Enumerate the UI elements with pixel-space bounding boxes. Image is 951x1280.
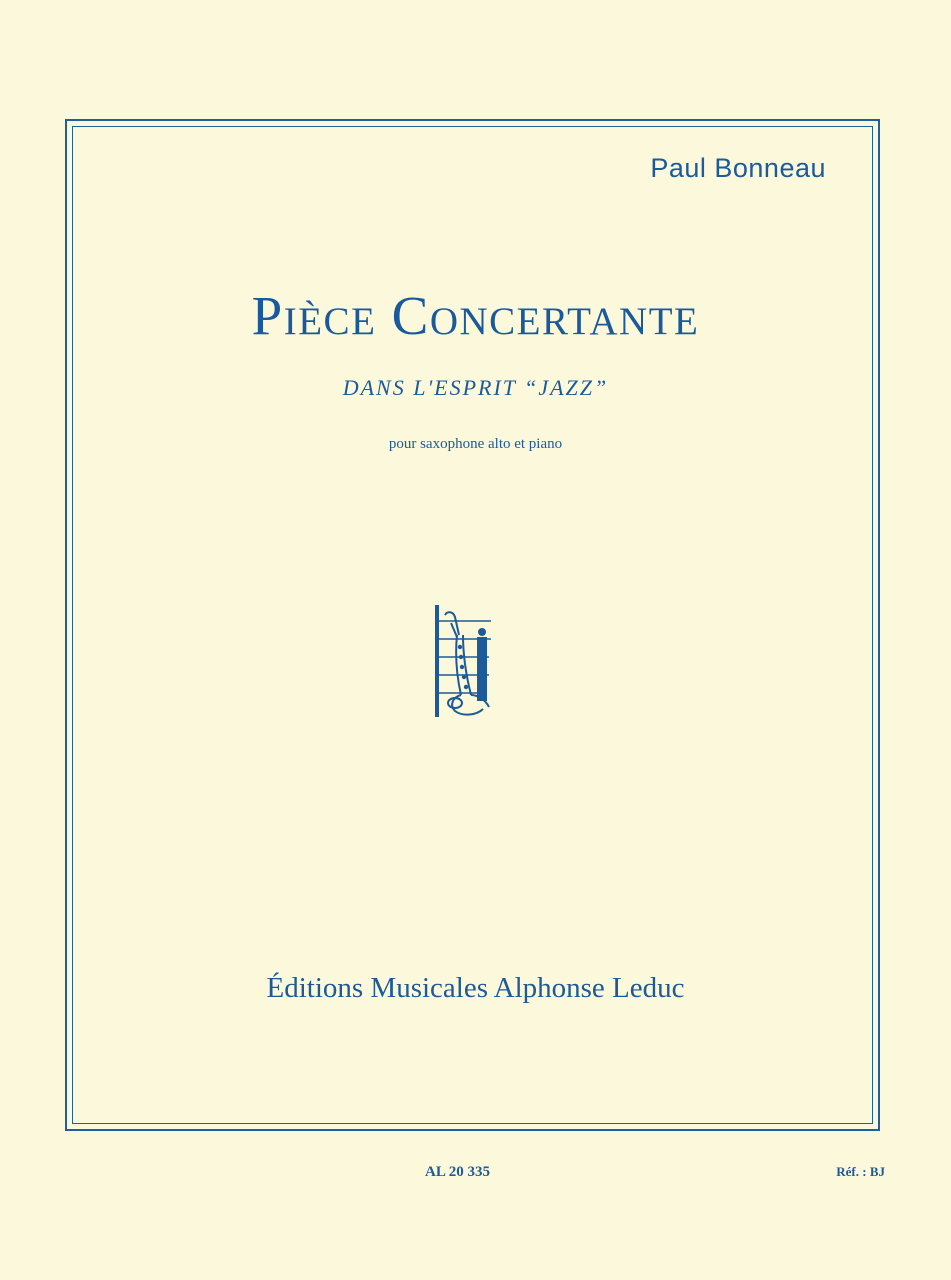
page-title: Pièce Concertante [251, 285, 700, 346]
instrumentation: pour saxophone alto et piano [388, 436, 563, 452]
catalog-number: AL 20 335 [425, 1164, 491, 1180]
publisher-name: Éditions Musicales Alphonse Leduc [266, 972, 685, 1004]
subtitle: DANS L'ESPRIT “JAZZ” [342, 375, 609, 400]
composer-name: Paul Bonneau [650, 153, 826, 183]
reference-code: Réf. : BJ [836, 1164, 885, 1179]
saxophone-staff-logo-icon [433, 605, 497, 717]
